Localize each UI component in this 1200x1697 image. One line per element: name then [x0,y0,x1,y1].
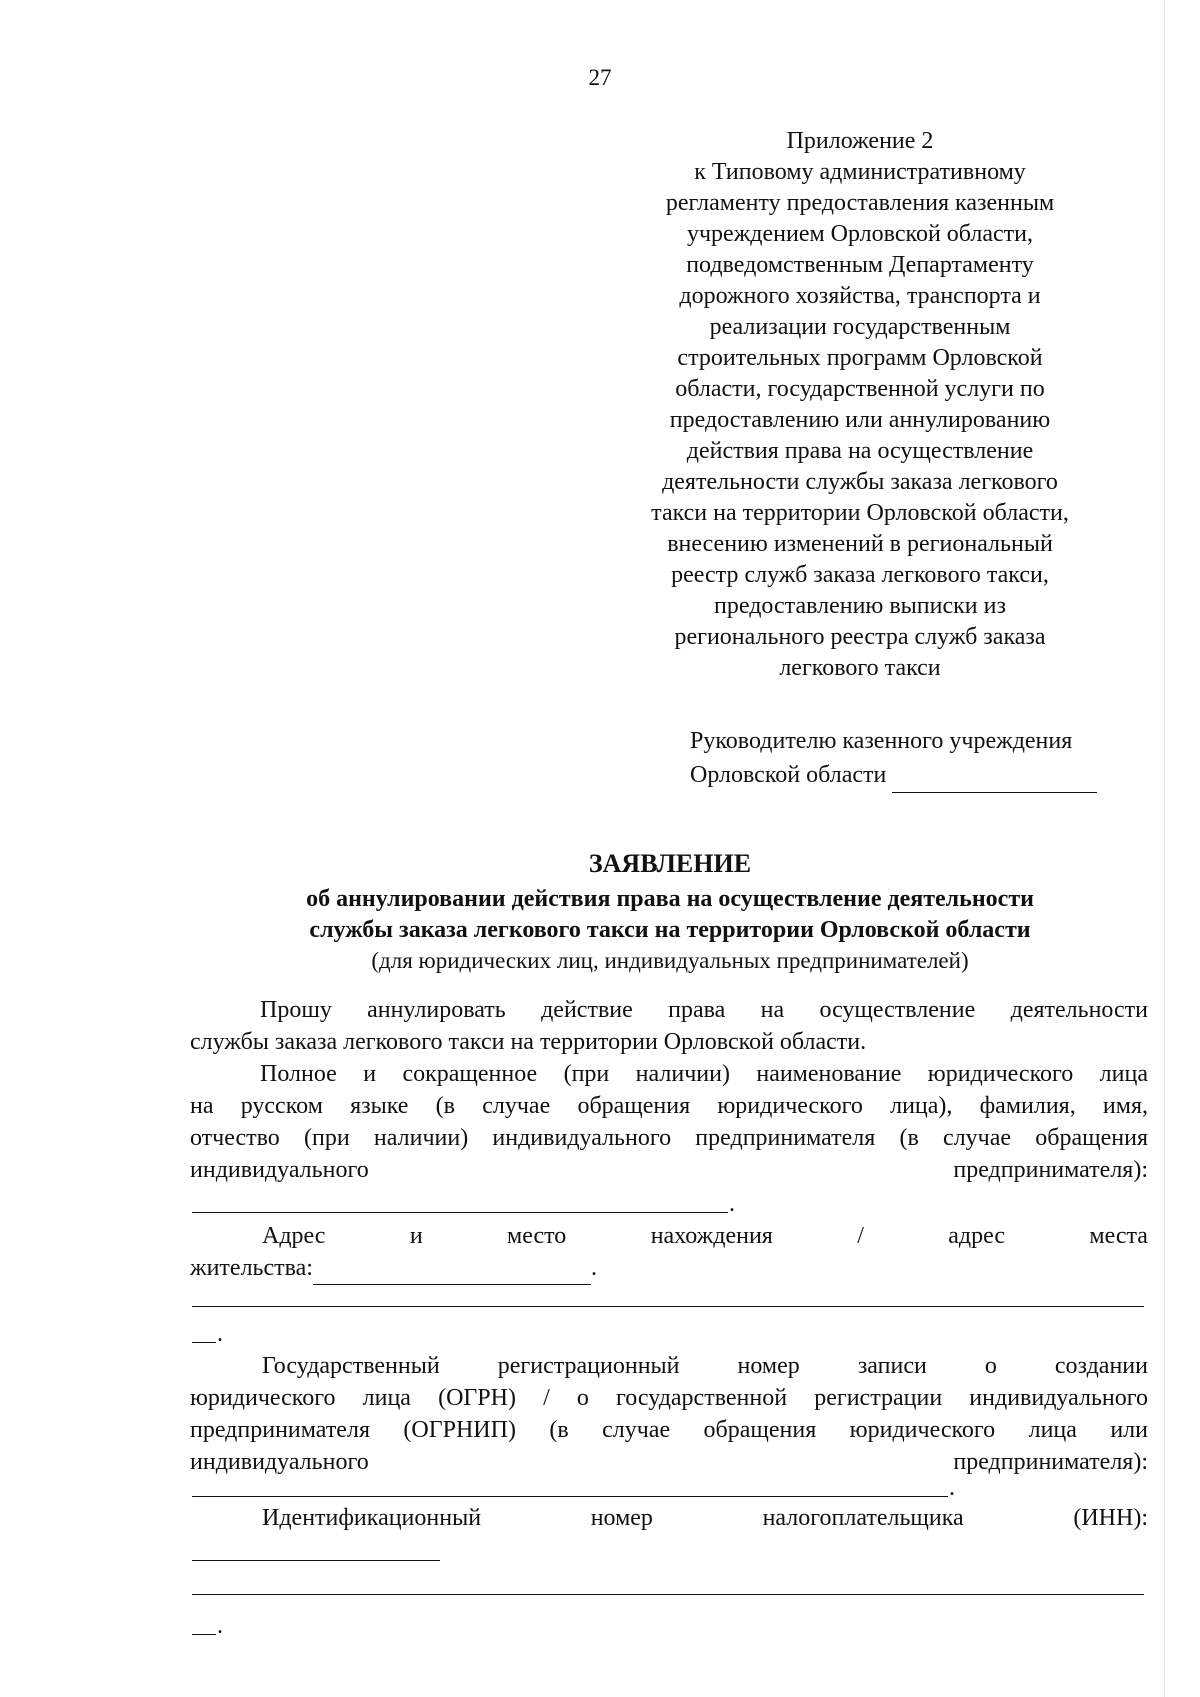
ogrn-word: Государственный [262,1353,440,1379]
addressee-block [690,724,1097,793]
inn-blank-field[interactable] [192,1560,440,1561]
name-blank-field[interactable] [192,1212,728,1213]
appendix-line: подведомственным Департаменту [686,252,1034,278]
name-text-line [190,1154,1148,1186]
address-word: Адрес [262,1223,326,1249]
ogrn-text-line [190,1446,1148,1478]
appendix-line: строительных программ Орловской [677,345,1043,371]
address-word: нахождения [650,1223,773,1249]
address-word: / [857,1223,864,1249]
appendix-line: к Типовому административному [694,159,1026,185]
appendix-line: предоставлению выписки из [714,593,1006,619]
appendix-line: внесению изменений в региональный [667,531,1053,557]
period-mark: . [217,1613,223,1639]
request-text-line: Прошу аннулировать действие права на осуществление деятельности [260,997,1148,1023]
appendix-line: предоставлению или аннулированию [669,407,1051,433]
ogrn-text-word: предпринимателя): [953,1449,1148,1475]
name-text-word: индивидуального [190,1157,369,1183]
appendix-line: действия права на осуществление [686,438,1034,464]
appendix-line: регионального реестра служб заказа [674,624,1046,650]
period-mark: . [217,1321,223,1347]
ogrn-word: создании [1054,1353,1148,1379]
ogrn-text-line [190,1350,1148,1382]
address-blank-field[interactable] [313,1252,591,1285]
addressee-region: Орловской области [690,762,887,788]
subtitle-line: об аннулировании действия права на осуществление деятельности [306,886,1034,912]
inn-word: налогоплательщика [762,1505,964,1531]
inn-word: номер [590,1505,653,1531]
addressee-line2 [690,758,1097,793]
addressee-name-blank[interactable] [892,758,1097,793]
inn-text-line [190,1502,1148,1534]
period-mark: . [729,1191,735,1217]
ogrn-word: регистрационный [497,1353,680,1379]
document-title: ЗАЯВЛЕНИЕ [588,849,752,878]
inn-blank-field-3[interactable] [192,1634,216,1635]
address-text-line [190,1252,1148,1285]
appendix-line: области, государственной услуги по [675,376,1045,402]
inn-word: (ИНН): [1073,1505,1148,1531]
address-word: место [507,1223,567,1249]
appendix-line: легкового такси [779,655,941,681]
inn-word: Идентификационный [262,1505,482,1531]
name-text-line: на русском языке (в случае обращения юридического лица), фамилия, имя, [190,1093,1148,1119]
appendix-line: реализации государственным [709,314,1011,340]
applicant-type-note: (для юридических лиц, индивидуальных предпринимателей) [371,948,969,973]
address-word: адрес [948,1223,1006,1249]
address-label: жительства: [190,1255,313,1281]
inn-blank-field-2[interactable] [192,1594,1144,1595]
appendix-line: регламенту предоставления казенным [665,190,1055,216]
address-blank-field-3[interactable] [192,1342,216,1343]
period-mark: . [590,1255,597,1281]
period-mark: . [949,1475,955,1501]
addressee-line: Руководителю казенного учреждения [690,728,1073,754]
address-blank-field-2[interactable] [192,1306,1144,1307]
page-number: 27 [588,65,612,90]
name-text-line: отчество (при наличии) индивидуального предпринимателя (в случае обращения [190,1125,1148,1151]
request-text-line: службы заказа легкового такси на территории Орловской области. [190,1029,867,1055]
document-subtitle [190,884,1150,946]
subtitle-line: службы заказа легкового такси на территории Орловской области [309,917,1031,943]
ogrn-text-line: предпринимателя (ОГРНИП) (в случае обращения юридического лица или [190,1417,1148,1443]
appendix-block [640,126,1080,684]
address-word: и [409,1223,423,1249]
appendix-line: деятельности службы заказа легкового [662,469,1058,495]
address-text-line [190,1220,1148,1252]
appendix-line: Приложение 2 [786,128,934,154]
name-text-word: предпринимателя): [953,1157,1148,1183]
name-text-line: Полное и сокращенное (при наличии) наименование юридического лица [260,1061,1148,1087]
ogrn-text-word: индивидуального [190,1449,369,1475]
appendix-line: дорожного хозяйства, транспорта и [679,283,1041,309]
appendix-line: реестр служб заказа легкового такси, [671,562,1049,588]
appendix-line: такси на территории Орловской области, [651,500,1069,526]
appendix-line: учреждением Орловской области, [686,221,1034,247]
ogrn-word: номер [737,1353,800,1379]
ogrn-text-line: юридического лица (ОГРН) / о государственной регистрации индивидуального [190,1385,1148,1411]
address-word: места [1089,1223,1148,1249]
ogrn-blank-field[interactable] [192,1496,948,1497]
ogrn-word: о [984,1353,997,1379]
ogrn-word: записи [857,1353,927,1379]
